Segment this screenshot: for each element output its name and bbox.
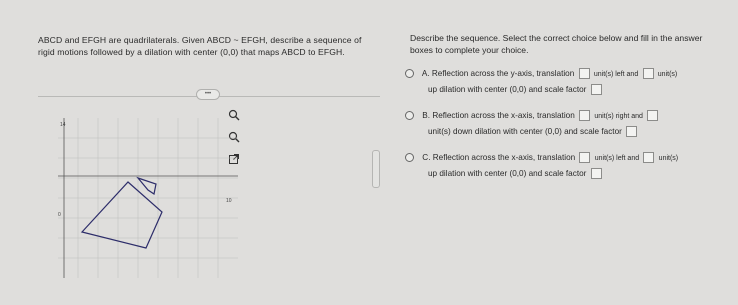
choice-b-blank-3[interactable] [626,126,637,137]
problem-text-line-1: ABCD and EFGH are quadrilaterals. Given ABCD ~ EFGH, describe a sequence of [38,35,362,45]
choice-a-text-1: Reflection across the y-axis, translation [431,69,575,78]
choice-b-text-1: Reflection across the x-axis, translation [432,111,575,120]
choice-a-text-3: unit(s) [657,71,678,78]
instructions-line-2: boxes to complete your choice. [410,45,529,55]
panel-resize-handle[interactable] [372,150,380,188]
x-tick-right: 10 [226,198,232,204]
choice-c-blank-1[interactable] [579,152,590,163]
problem-text-line-2: rigid motions followed by a dilation with center (0,0) that maps ABCD to EFGH. [38,47,345,57]
choice-a-text-2: unit(s) left and [593,71,639,78]
choice-c-radio[interactable] [405,153,414,162]
problem-statement [38,34,378,58]
choice-c-blank-2[interactable] [643,152,654,163]
coordinate-graph [58,118,238,278]
choice-c-blank-3[interactable] [591,168,602,179]
choice-c-letter: C. [422,153,431,162]
choice-b-letter: B. [422,111,431,120]
choice-a-blank-1[interactable] [579,68,590,79]
choice-a-letter: A. [421,69,430,78]
choice-b-text-3: unit(s) down dilation with center (0,0) and scale factor [428,127,622,136]
quadrilateral-efgh [138,178,156,194]
y-tick-top: 14 [60,122,66,128]
choice-a-text-4: up dilation with center (0,0) and scale factor [428,85,587,94]
instructions [410,32,730,56]
choice-a-blank-2[interactable] [643,68,654,79]
choice-c-text-3: unit(s) [658,155,679,162]
choice-b-blank-2[interactable] [647,110,658,121]
choice-c-text-4: up dilation with center (0,0) and scale factor [428,169,587,178]
y-tick-left: 0 [58,212,61,218]
choice-a-radio[interactable] [405,69,414,78]
grid-lines [58,118,238,278]
choice-c-text-2: unit(s) left and [594,155,640,162]
choice-c-text-1: Reflection across the x-axis, translation [432,153,576,162]
choice-a-blank-3[interactable] [591,84,602,95]
choice-b-text-2: unit(s) right and [594,113,643,120]
choice-b-blank-1[interactable] [579,110,590,121]
more-button[interactable]: ••• [196,89,220,100]
choice-b-radio[interactable] [405,111,414,120]
instructions-line-1: Describe the sequence. Select the correct choice below and fill in the answer [410,33,703,43]
